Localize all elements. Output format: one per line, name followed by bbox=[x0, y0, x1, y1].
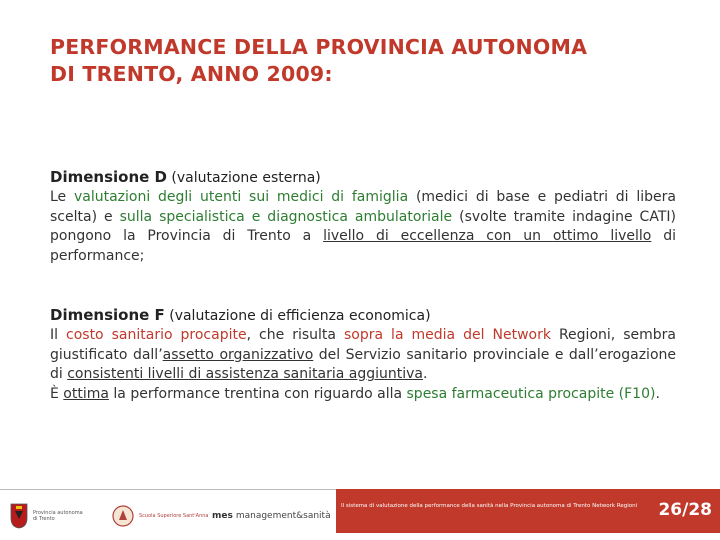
section-f-paragraph-1 bbox=[50, 326, 676, 385]
section-f-text: del Servizio sanitario provinciale e dall’erogazione di bbox=[50, 346, 676, 382]
section-d-text: (medici di base e pediatri di libera scelta) e bbox=[50, 189, 676, 225]
logo-provincia-trento bbox=[10, 499, 83, 533]
section-d-underline-space bbox=[541, 228, 553, 244]
logo-mes-brand bbox=[212, 511, 233, 521]
logo-scuola-text: Scuola Superiore Sant'Anna bbox=[139, 513, 209, 519]
page-title bbox=[50, 34, 690, 88]
section-f-text: . bbox=[423, 366, 428, 382]
section-f-text: . bbox=[655, 385, 660, 402]
crest-icon bbox=[112, 503, 134, 529]
footer-caption: Il sistema di valutazione della performance della sanità nella Provincia autonoma di Trento Network Regioni bbox=[341, 503, 638, 509]
footer bbox=[0, 489, 720, 540]
logo-provincia-text: Provincia autonoma di Trento bbox=[33, 510, 83, 522]
section-d-underline-eccellenza: livello di eccellenza con un bbox=[323, 228, 541, 244]
section-f-highlight-media: sopra la media del Network bbox=[343, 327, 551, 343]
section-d-paragraph bbox=[50, 188, 676, 266]
footer-caption-box bbox=[336, 489, 648, 533]
section-d-text: Le bbox=[50, 189, 74, 205]
section-dimension-d bbox=[50, 167, 676, 266]
logo-scuola-sant-anna bbox=[112, 499, 209, 533]
section-d-text: di performance; bbox=[50, 228, 677, 264]
section-f-text: È bbox=[50, 385, 64, 402]
logo-mes-text: management&sanità bbox=[235, 511, 331, 521]
section-d-highlight-utenti: valutazioni degli utenti sui medici di famiglia bbox=[73, 189, 409, 205]
coat-of-arms-icon bbox=[10, 503, 28, 529]
section-d-highlight-specialistica: sulla specialistica e diagnostica ambulatoriale bbox=[119, 208, 453, 225]
section-f-heading-label: Dimensione F bbox=[50, 306, 165, 324]
page-number: 26/28 bbox=[658, 500, 712, 520]
title-line-2: DI TRENTO, ANNO 2009: bbox=[50, 62, 333, 86]
logo-mes bbox=[212, 499, 331, 533]
title-line-1: PERFORMANCE DELLA PROVINCIA AUTONOMA bbox=[50, 35, 588, 59]
section-d-heading bbox=[50, 167, 676, 188]
section-d-underline-ottimo: ottimo livello bbox=[552, 228, 652, 244]
section-d-heading-sub: (valutazione esterna) bbox=[166, 170, 321, 186]
section-d-text: (svolte tramite indagine CATI) pongono la Provincia di Trento a bbox=[50, 208, 676, 244]
section-f-text: Regioni, sembra giustificato dall’ bbox=[50, 327, 676, 363]
logo-mes-brand-text: mes bbox=[212, 511, 233, 521]
section-f-heading bbox=[50, 305, 676, 326]
section-f-underline-ottima: ottima bbox=[63, 385, 109, 402]
section-d-heading-label: Dimensione D bbox=[50, 168, 167, 186]
section-f-paragraph-2 bbox=[50, 385, 676, 405]
section-f-text: Il bbox=[50, 327, 67, 343]
page-number-box bbox=[648, 489, 720, 533]
section-dimension-f bbox=[50, 305, 676, 404]
section-f-highlight-costo: costo sanitario procapite bbox=[66, 327, 247, 343]
section-f-underline-assetto: assetto organizzativo bbox=[162, 346, 314, 363]
section-f-heading-sub: (valutazione di efficienza economica) bbox=[164, 308, 431, 324]
section-f-text: , che risulta bbox=[246, 327, 344, 343]
section-f-highlight-farmaceutica: spesa farmaceutica procapite (F10) bbox=[406, 385, 656, 402]
section-f-underline-livelli: consistenti livelli di assistenza sanitaria aggiuntiva bbox=[67, 366, 423, 382]
section-f-text: la performance trentina con riguardo alla bbox=[108, 385, 407, 402]
